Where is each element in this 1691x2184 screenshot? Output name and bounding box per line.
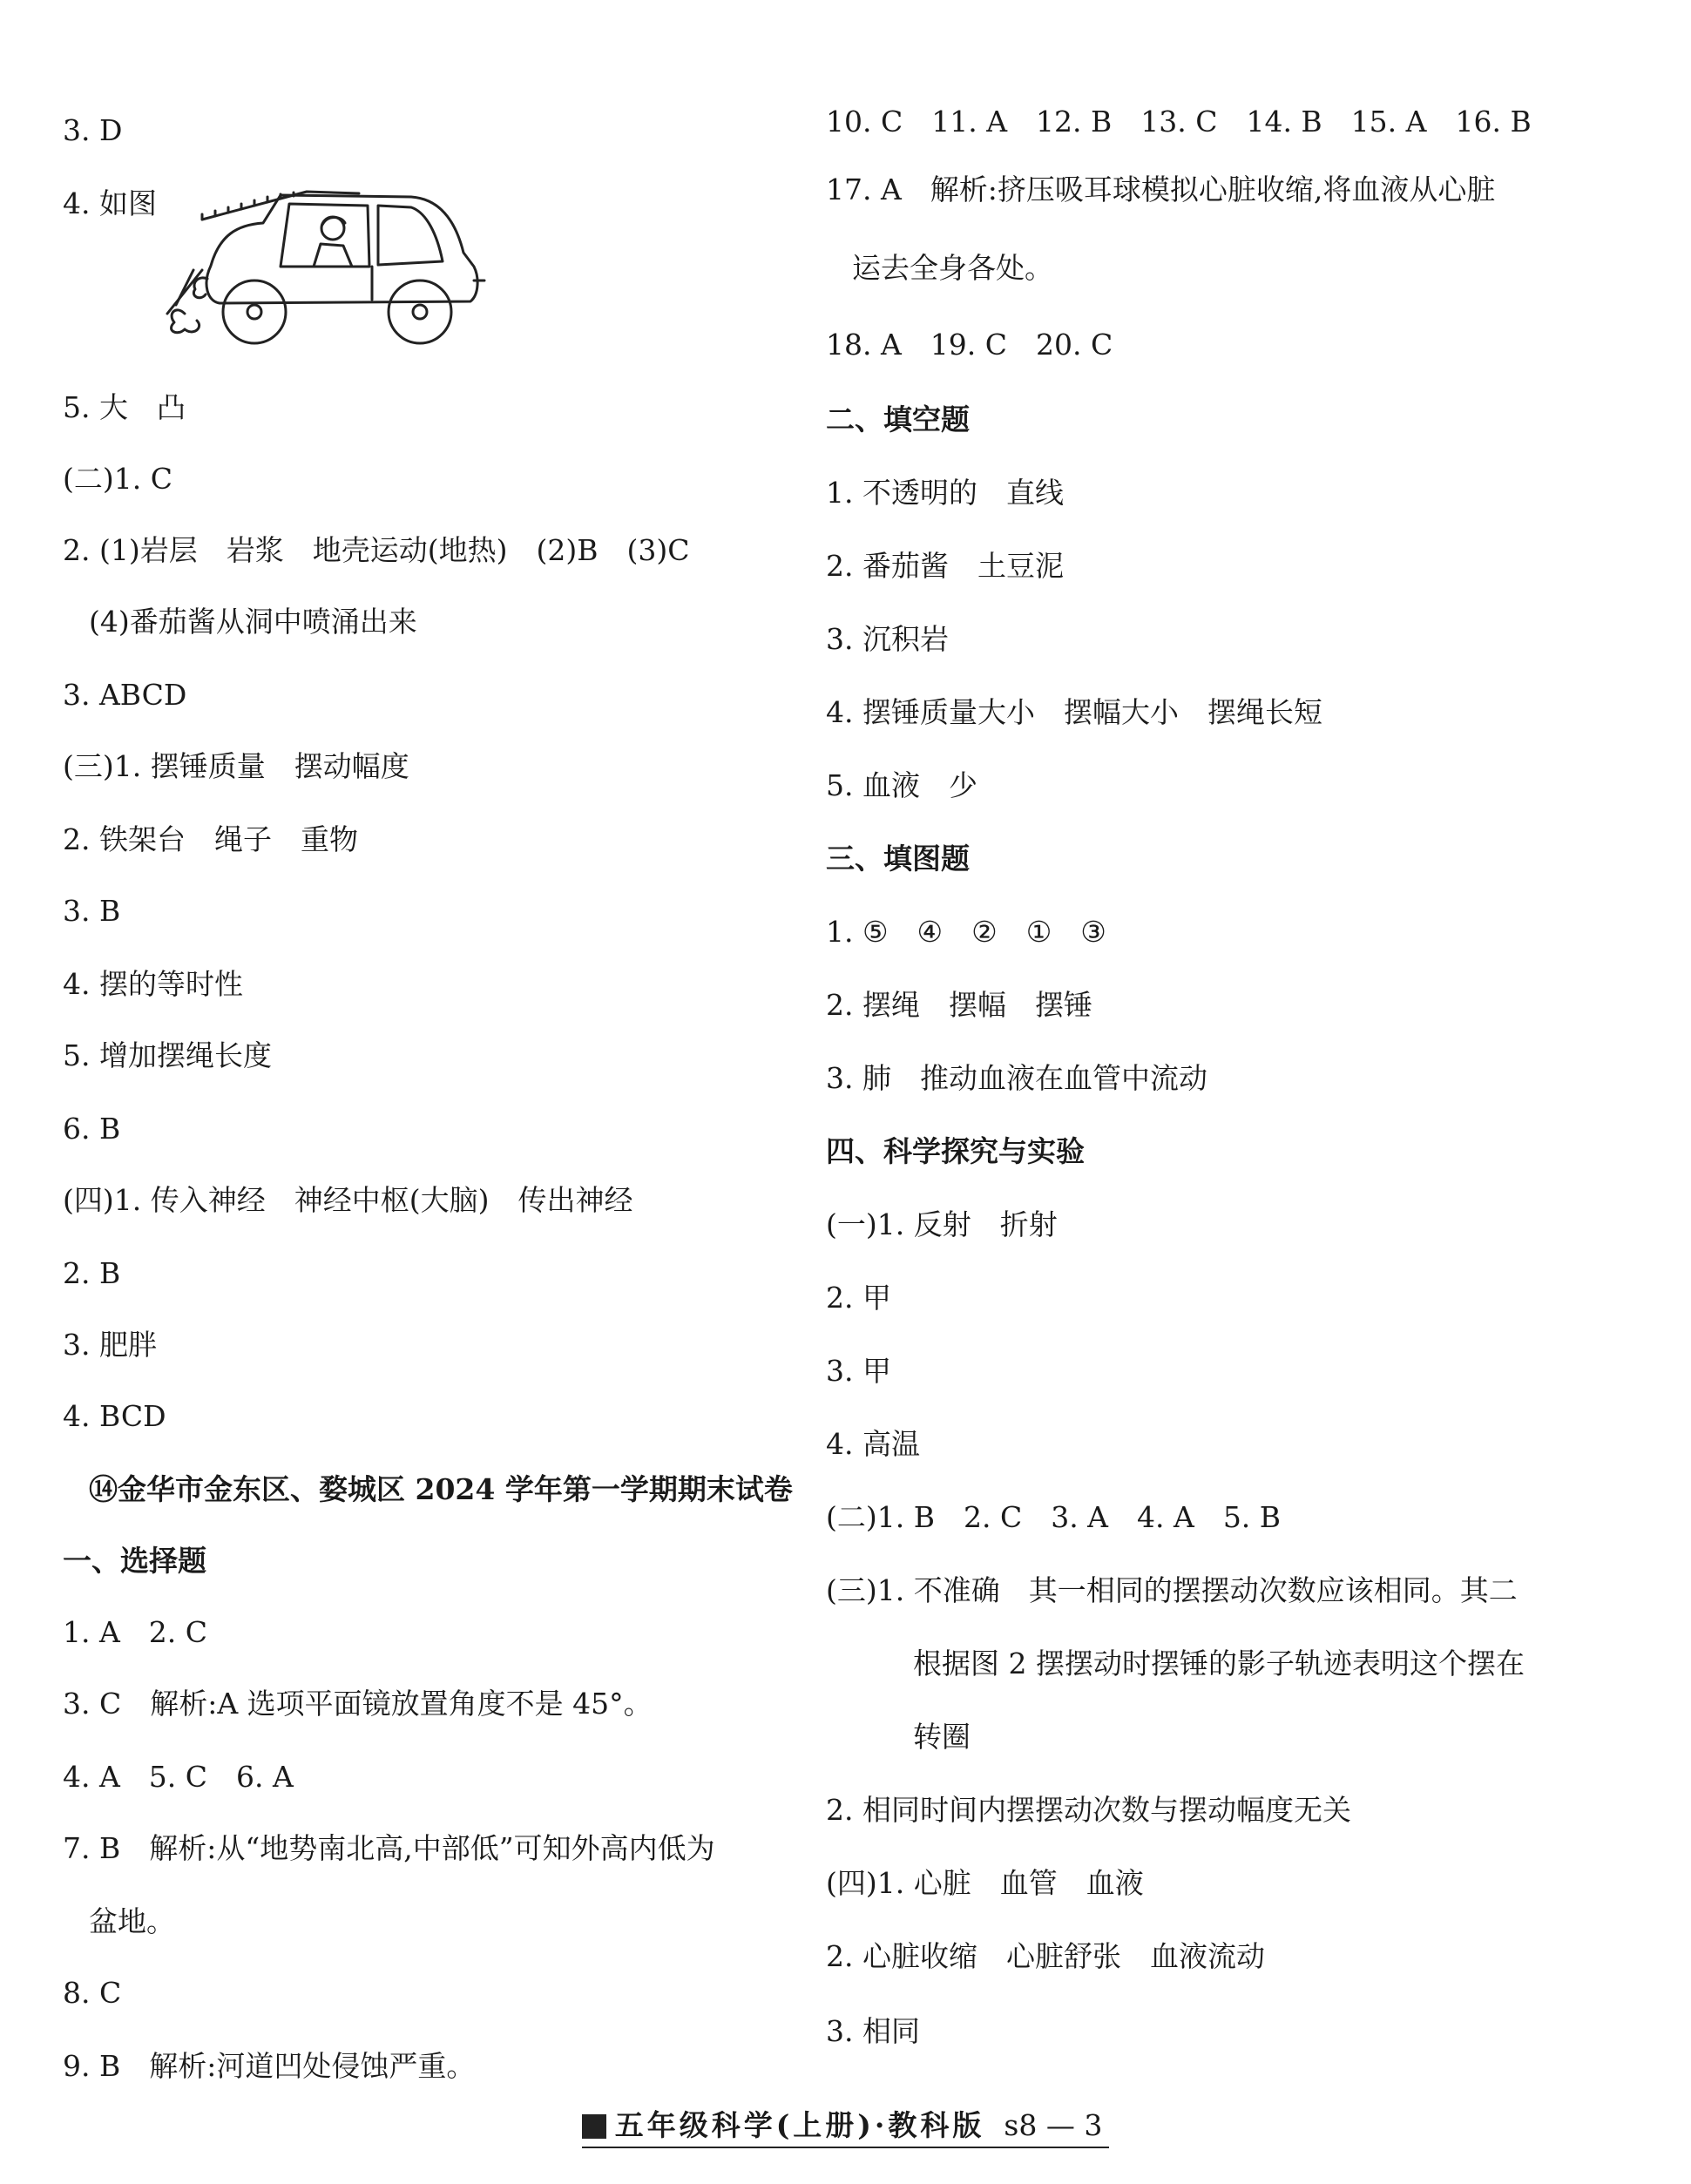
car-illustration: [150, 183, 516, 348]
left-answer-line: 3. 肥胖: [63, 1328, 157, 1362]
right-answer-line: 4. 摆锤质量大小 摆幅大小 摆绳长短: [826, 695, 1322, 729]
right-answer-line: 运去全身各处。: [852, 251, 1053, 285]
left-answer-line: ⑭金华市金东区、婺城区 2024 学年第一学期期末试卷: [89, 1472, 793, 1506]
right-answer-line: 4. 高温: [826, 1427, 920, 1461]
left-answer-line: 9. B 解析:河道凹处侵蚀严重。: [63, 2049, 476, 2083]
left-answer-line: 7. B 解析:从“地势南北高,中部低”可知外高内低为: [63, 1831, 715, 1865]
left-answer-line: 3. D: [63, 113, 123, 147]
right-answer-line: 2. 摆绳 摆幅 摆锤: [826, 988, 1092, 1022]
left-answer-line: 3. C 解析:A 选项平面镜放置角度不是 45°。: [63, 1687, 653, 1721]
black-square-icon: [582, 2114, 606, 2139]
right-answer-line: 四、科学探究与实验: [826, 1134, 1085, 1168]
left-answer-line: (四)1. 传入神经 神经中枢(大脑) 传出神经: [63, 1183, 633, 1217]
left-answer-line: 4. BCD: [63, 1399, 166, 1433]
right-answer-line: 5. 血液 少: [826, 768, 977, 802]
right-answer-line: (四)1. 心脏 血管 血液: [826, 1866, 1144, 1900]
right-answer-line: 3. 甲: [826, 1354, 891, 1388]
right-answer-line: 17. A 解析:挤压吸耳球模拟心脏收缩,将血液从心脏: [826, 172, 1496, 206]
left-answer-line: 4. 摆的等时性: [63, 967, 243, 1001]
right-answer-line: 1. ⑤ ④ ② ① ③: [826, 915, 1106, 949]
left-answer-line: (二)1. C: [63, 462, 172, 496]
right-answer-line: 10. C 11. A 12. B 13. C 14. B 15. A 16. B: [826, 105, 1532, 139]
right-answer-line: 18. A 19. C 20. C: [826, 328, 1113, 362]
left-answer-line: 1. A 2. C: [63, 1615, 208, 1649]
right-answer-line: 二、填空题: [826, 402, 970, 436]
right-answer-line: 2. 番茄酱 土豆泥: [826, 549, 1064, 583]
left-answer-line: 8. C: [63, 1976, 122, 2010]
right-answer-line: 根据图 2 摆摆动时摆锤的影子轨迹表明这个摆在: [913, 1646, 1525, 1680]
right-answer-line: 3. 相同: [826, 2014, 920, 2048]
right-answer-line: (三)1. 不准确 其一相同的摆摆动次数应该相同。其二: [826, 1573, 1518, 1607]
left-answer-line: 2. 铁架台 绳子 重物: [63, 822, 358, 856]
left-answer-line: (三)1. 摆锤质量 摆动幅度: [63, 749, 409, 783]
footer-underline: [582, 2106, 1110, 2148]
left-answer-line: 3. B: [63, 894, 121, 928]
left-answer-line: 5. 大 凸: [63, 390, 186, 424]
left-answer-line: 一、选择题: [63, 1544, 206, 1578]
right-answer-line: 2. 心脏收缩 心脏舒张 血液流动: [826, 1939, 1265, 1973]
right-answer-line: 3. 沉积岩: [826, 622, 949, 656]
left-answer-line: 盆地。: [89, 1904, 175, 1938]
page-number: s8 — 3: [1004, 2108, 1103, 2142]
left-answer-line: 2. (1)岩层 岩浆 地壳运动(地热) (2)B (3)C: [63, 533, 690, 567]
left-answer-line: (4)番茄酱从洞中喷涌出来: [89, 605, 417, 639]
left-answer-line: 4. 如图: [63, 186, 157, 220]
right-answer-line: 2. 相同时间内摆摆动次数与摆动幅度无关: [826, 1793, 1351, 1827]
right-answer-line: 1. 不透明的 直线: [826, 476, 1064, 510]
right-answer-line: (一)1. 反射 折射: [826, 1207, 1058, 1241]
right-answer-line: (二)1. B 2. C 3. A 4. A 5. B: [826, 1500, 1282, 1534]
footer-title: 五年级科学(上册)·教科版: [614, 2108, 985, 2142]
right-answer-line: 转圈: [913, 1720, 971, 1754]
left-answer-line: 3. ABCD: [63, 678, 187, 712]
right-answer-line: 三、填图题: [826, 842, 970, 876]
left-answer-line: 5. 增加摆绳长度: [63, 1038, 272, 1072]
page-footer: [0, 2106, 1691, 2148]
right-answer-line: 3. 肺 推动血液在血管中流动: [826, 1061, 1207, 1095]
left-answer-line: 2. B: [63, 1256, 121, 1290]
left-answer-line: 6. B: [63, 1112, 121, 1146]
right-answer-line: 2. 甲: [826, 1281, 891, 1315]
left-answer-line: 4. A 5. C 6. A: [63, 1760, 294, 1794]
